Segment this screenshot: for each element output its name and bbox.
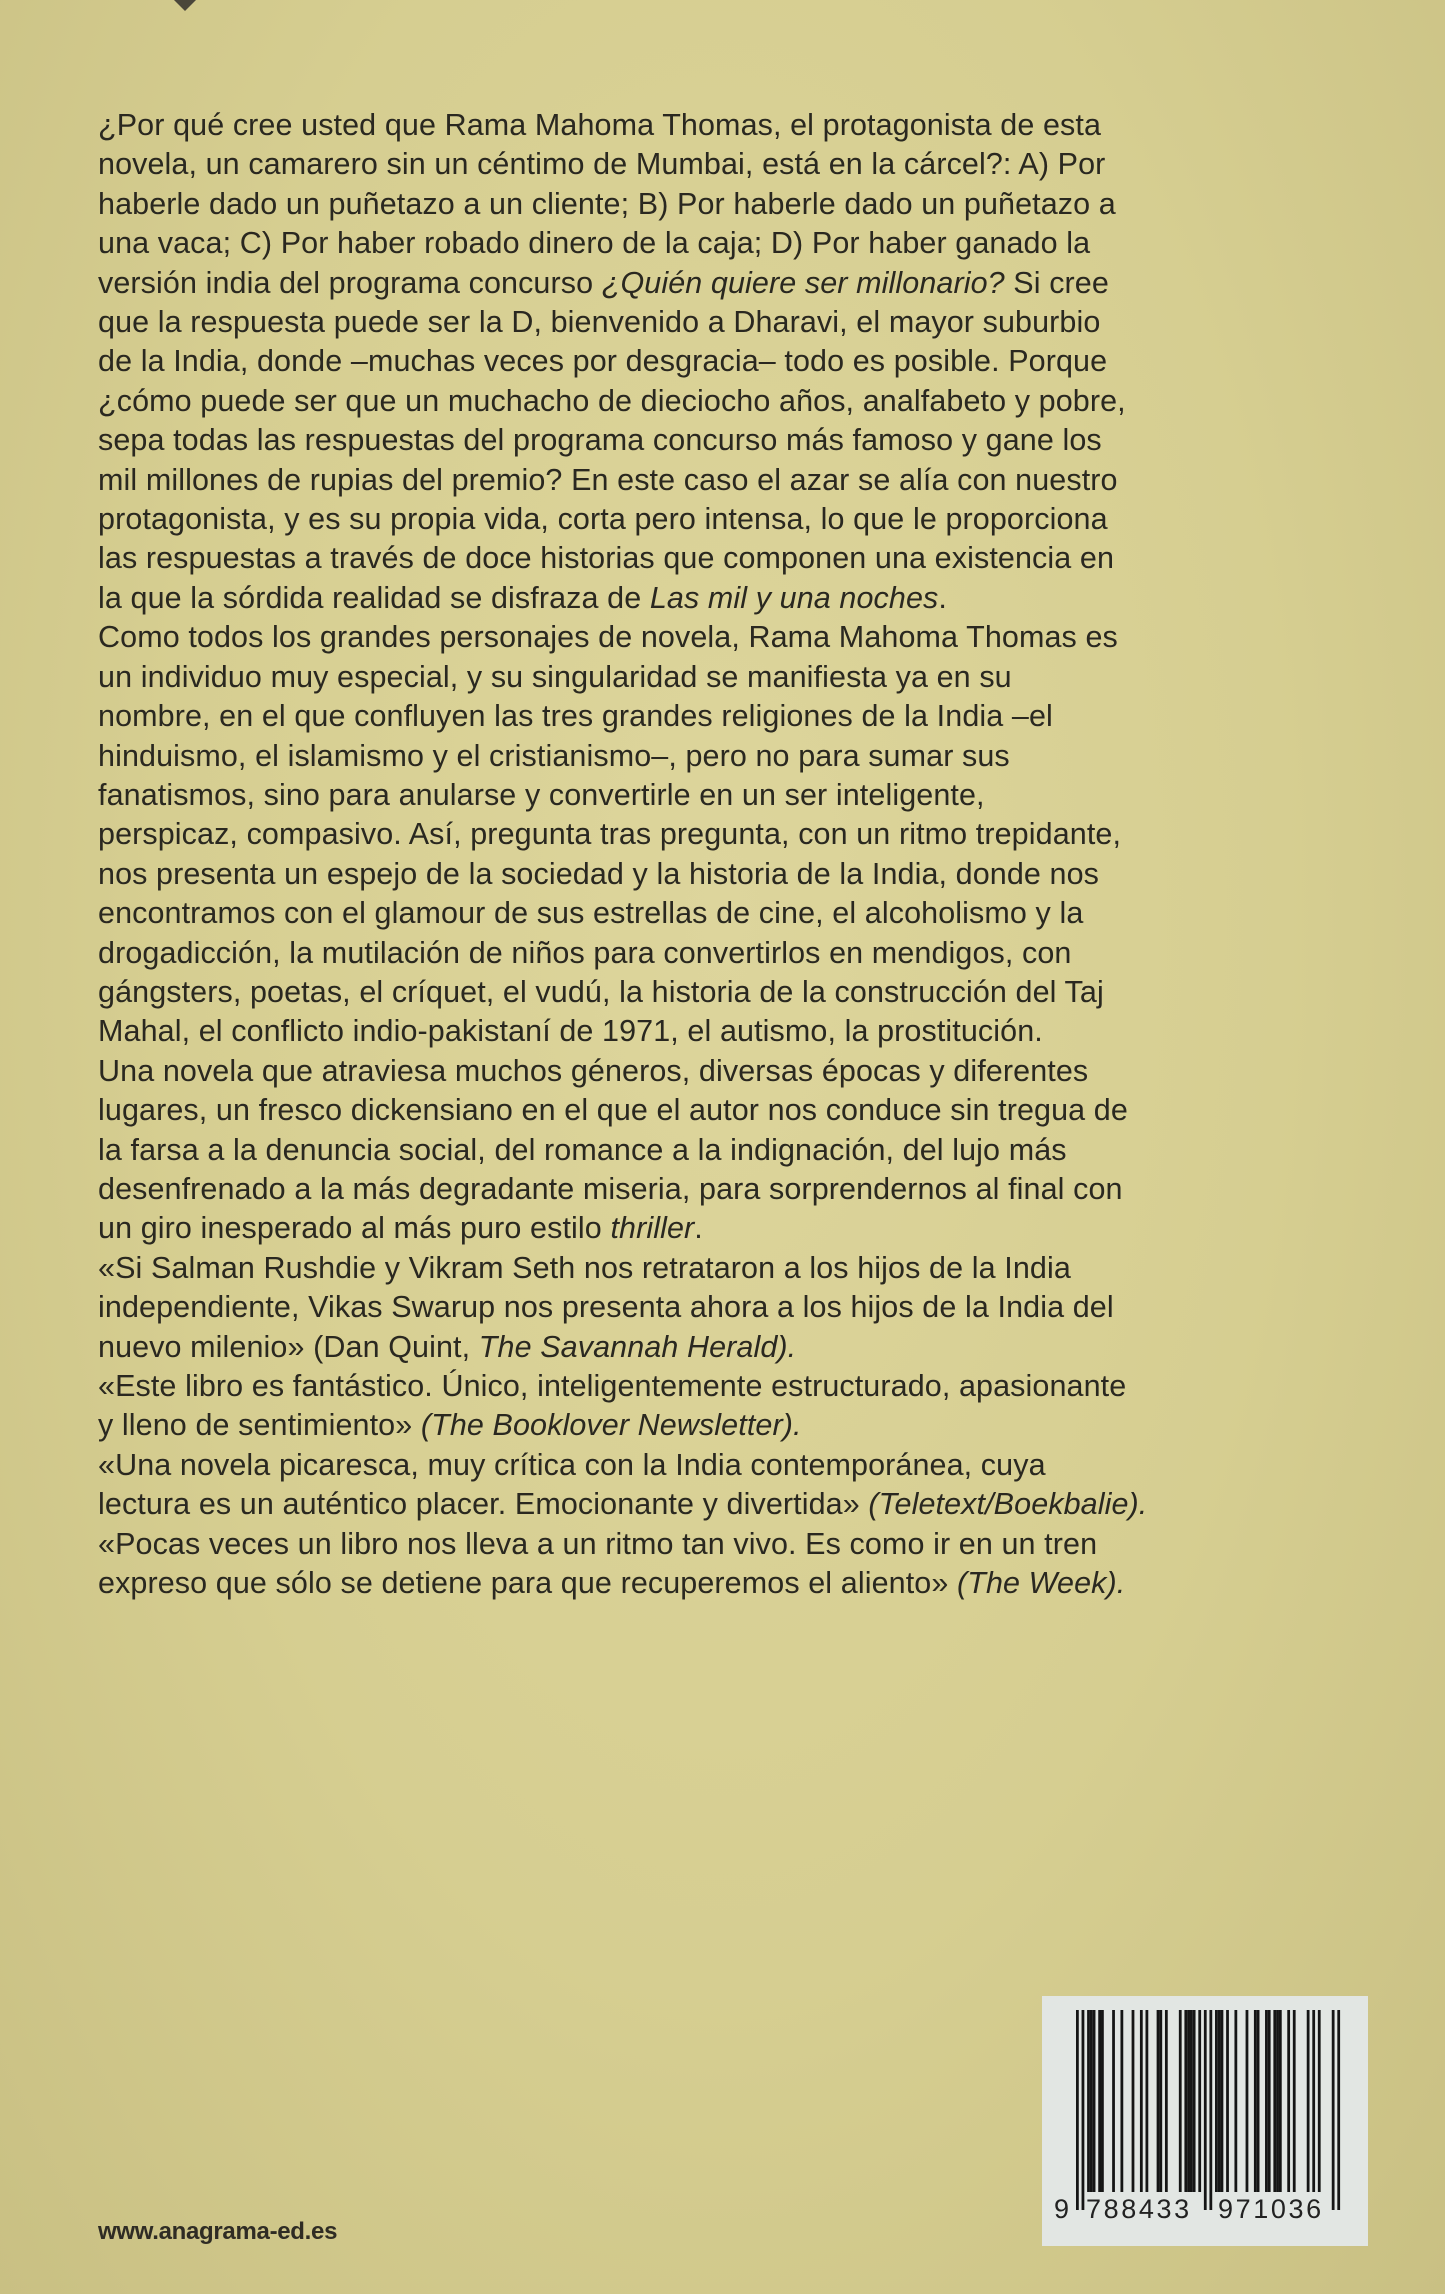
synopsis-line: de la India, donde –muchas veces por desgracia– todo es posible. Porque [98,344,1108,379]
synopsis-line: Una novela que atraviesa muchos géneros, diversas épocas y diferentes [98,1053,1089,1088]
synopsis-text-run: . [694,1211,703,1246]
synopsis-line: que la respuesta puede ser la D, bienvenido a Dharavi, el mayor suburbio [98,305,1101,340]
review-line: «Una novela picaresca, muy crítica con la India contemporánea, cuya [98,1447,1046,1482]
cover-edge-mark [172,0,198,12]
title-reference: Las mil y una noches [649,580,939,615]
synopsis-line: gángsters, poetas, el críquet, el vudú, la historia de la construcción del Taj [98,974,1104,1009]
synopsis-line: haberle dado un puñetazo a un cliente; B) Por haberle dado un puñetazo a [98,186,1116,221]
review-line: «Si Salman Rushdie y Vikram Seth nos retrataron a los hijos de la India [98,1250,1071,1285]
review-text-run: y lleno de sentimiento» [98,1408,413,1443]
review-source: (The Week). [956,1566,1126,1601]
synopsis-line: ¿cómo puede ser que un muchacho de dieciocho años, analfabeto y pobre, [98,383,1126,418]
review-line: «Este libro es fantástico. Único, inteligentemente estructurado, apasionante [98,1369,1127,1403]
synopsis-line [98,264,1368,303]
synopsis-line: Mahal, el conflicto indio-pakistaní de 1971, el autismo, la prostitución. [98,1014,1043,1049]
synopsis-text-run: versión india del programa concurso [98,265,594,300]
synopsis-text-run: un giro inesperado al más puro estilo [98,1211,602,1246]
synopsis-line: lugares, un fresco dickensiano en el que el autor nos conduce sin tregua de [98,1093,1128,1128]
genre-reference: thriller [610,1211,695,1246]
review-line: «Pocas veces un libro nos lleva a un ritmo tan vivo. Es como ir en un tren [98,1526,1098,1561]
synopsis-line: nos presenta un espejo de la sociedad y la historia de la India, donde nos [98,856,1100,891]
synopsis-line: protagonista, y es su propia vida, corta pero intensa, lo que le proporciona [98,502,1108,537]
synopsis-line: novela, un camarero sin un céntimo de Mumbai, está en la cárcel?: A) Por [98,147,1106,182]
review-source: The Savannah Herald). [478,1329,797,1364]
review-line [98,1564,1368,1603]
barcode-first-digit: 9 [1054,2194,1070,2224]
review-source: (Teletext/Boekbalie). [868,1487,1148,1522]
synopsis-line: encontramos con el glamour de sus estrellas de cine, el alcoholismo y la [98,896,1084,931]
synopsis-line: mil millones de rupias del premio? En este caso el azar se alía con nuestro [98,462,1118,497]
synopsis-line: la farsa a la denuncia social, del romance a la indignación, del lujo más [98,1132,1067,1167]
synopsis-line: ¿Por qué cree usted que Rama Mahoma Thomas, el protagonista de esta [98,108,1102,142]
synopsis-line: una vaca; C) Por haber robado dinero de la caja; D) Por haber ganado la [98,226,1091,261]
review-line [98,1485,1368,1524]
synopsis-line: sepa todas las respuestas del programa concurso más famoso y gane los [98,423,1102,458]
synopsis-line: fanatismos, sino para anularse y convertirle en un ser inteligente, [98,777,985,812]
synopsis-line [98,579,1368,618]
synopsis-line: drogadicción, la mutilación de niños para convertirlos en mendigos, con [98,935,1072,970]
synopsis-text [98,106,1368,1603]
barcode-number [1042,1996,1368,2246]
synopsis-text-run: la que la sórdida realidad se disfraza de [98,580,642,615]
barcode-right-digits: 971036 [1218,2194,1324,2224]
review-text-run: expreso que sólo se detiene para que recuperemos el aliento» [98,1566,949,1601]
review-line [98,1328,1368,1367]
synopsis-line: desenfrenado a la más degradante miseria, para sorprendernos al final con [98,1171,1123,1206]
synopsis-text-run: Si cree [1013,265,1109,300]
synopsis-line: las respuestas a través de doce historias que componen una existencia en [98,541,1115,576]
review-text-run: lectura es un auténtico placer. Emocionante y divertida» [98,1487,860,1522]
review-text-run: nuevo milenio» (Dan Quint, [98,1329,471,1364]
review-source: (The Booklover Newsletter). [420,1408,802,1443]
barcode-left-digits: 788433 [1086,2194,1192,2224]
publisher-url: www.anagrama-ed.es [98,2218,338,2245]
isbn-barcode [1042,1996,1368,2246]
title-reference: ¿Quién quiere ser millonario? [601,265,1005,300]
synopsis-line: hinduismo, el islamismo y el cristianismo–, pero no para sumar sus [98,738,1010,773]
synopsis-text-run: . [938,580,947,615]
review-line [98,1406,1368,1445]
synopsis-line [98,1209,1368,1248]
review-line: independiente, Vikas Swarup nos presenta ahora a los hijos de la India del [98,1290,1114,1325]
synopsis-line: perspicaz, compasivo. Así, pregunta tras pregunta, con un ritmo trepidante, [98,817,1122,852]
synopsis-line: nombre, en el que confluyen las tres grandes religiones de la India –el [98,699,1053,734]
synopsis-line: un individuo muy especial, y su singularidad se manifiesta ya en su [98,659,1012,694]
synopsis-line: Como todos los grandes personajes de novela, Rama Mahoma Thomas es [98,620,1118,655]
